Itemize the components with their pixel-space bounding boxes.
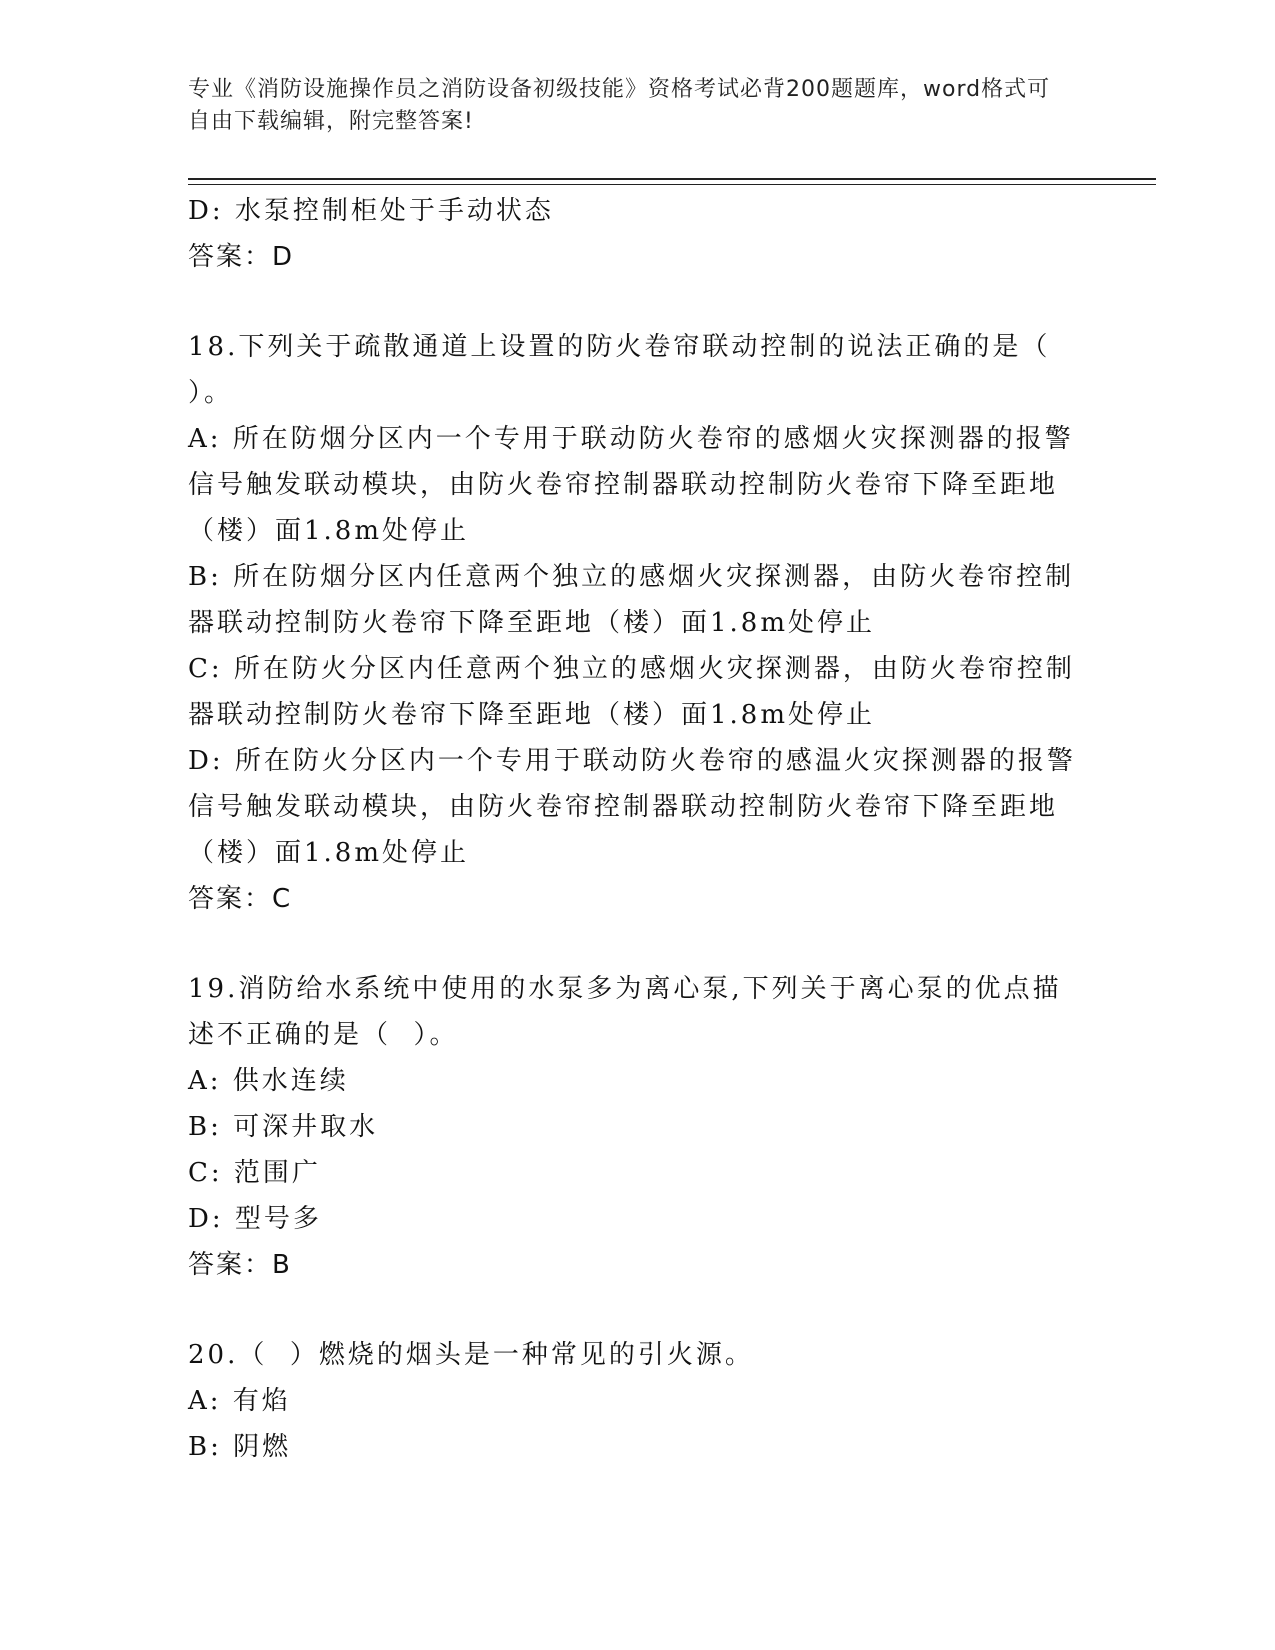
question-stem: 19.消防给水系统中使用的水泵多为离心泵,下列关于离心泵的优点描 bbox=[188, 974, 1062, 1004]
answer-label: 答案：B bbox=[188, 1250, 292, 1280]
option-c: C: 所在防火分区内任意两个独立的感烟火灾探测器，由防火卷帘控制 bbox=[188, 654, 1075, 684]
option-a: （楼）面1.8m处停止 bbox=[188, 516, 470, 546]
option-d: D: 所在防火分区内一个专用于联动防火卷帘的感温火灾探测器的报警 bbox=[188, 746, 1076, 776]
option-b: B: 阴燃 bbox=[188, 1432, 292, 1462]
option-c: C: 范围广 bbox=[188, 1158, 321, 1188]
document-header: 专业《消防设施操作员之消防设备初级技能》资格考试必背200题题库，word格式可自由下载编辑，附完整答案! bbox=[188, 77, 1051, 134]
option-a: A: 供水连续 bbox=[188, 1066, 349, 1096]
question-stem: 18.下列关于疏散通道上设置的防火卷帘联动控制的说法正确的是（ bbox=[188, 332, 1051, 362]
option-b: 器联动控制防火卷帘下降至距地（楼）面1.8m处停止 bbox=[188, 608, 876, 638]
option-a: 信号触发联动模块，由防火卷帘控制器联动控制防火卷帘下降至距地 bbox=[188, 470, 1059, 500]
header-divider-thin bbox=[188, 184, 1156, 185]
option-d: 信号触发联动模块，由防火卷帘控制器联动控制防火卷帘下降至距地 bbox=[188, 792, 1059, 822]
option-d: D: 型号多 bbox=[188, 1204, 322, 1234]
option-a: A: 有焰 bbox=[188, 1386, 291, 1416]
option-d: D: 水泵控制柜处于手动状态 bbox=[188, 196, 554, 226]
answer-label: 答案：C bbox=[188, 884, 293, 914]
option-b: B: 所在防烟分区内任意两个独立的感烟火灾探测器，由防火卷帘控制 bbox=[188, 562, 1075, 592]
question-19 bbox=[188, 966, 1088, 1288]
option-d: （楼）面1.8m处停止 bbox=[188, 838, 470, 868]
option-b: B: 可深井取水 bbox=[188, 1112, 379, 1142]
option-c: 器联动控制防火卷帘下降至距地（楼）面1.8m处停止 bbox=[188, 700, 876, 730]
question-stem: ）。 bbox=[188, 378, 234, 408]
question-20 bbox=[188, 1332, 1088, 1470]
answer-label: 答案：D bbox=[188, 242, 295, 272]
question-17-tail bbox=[188, 188, 1088, 280]
header-divider-thick bbox=[188, 178, 1156, 180]
question-stem: 述不正确的是（ ）。 bbox=[188, 1020, 459, 1050]
question-18 bbox=[188, 324, 1088, 922]
question-stem: 20.（ ）燃烧的烟头是一种常见的引火源。 bbox=[188, 1340, 754, 1370]
option-a: A: 所在防烟分区内一个专用于联动防火卷帘的感烟火灾探测器的报警 bbox=[188, 424, 1074, 454]
question-list bbox=[188, 188, 1088, 1470]
